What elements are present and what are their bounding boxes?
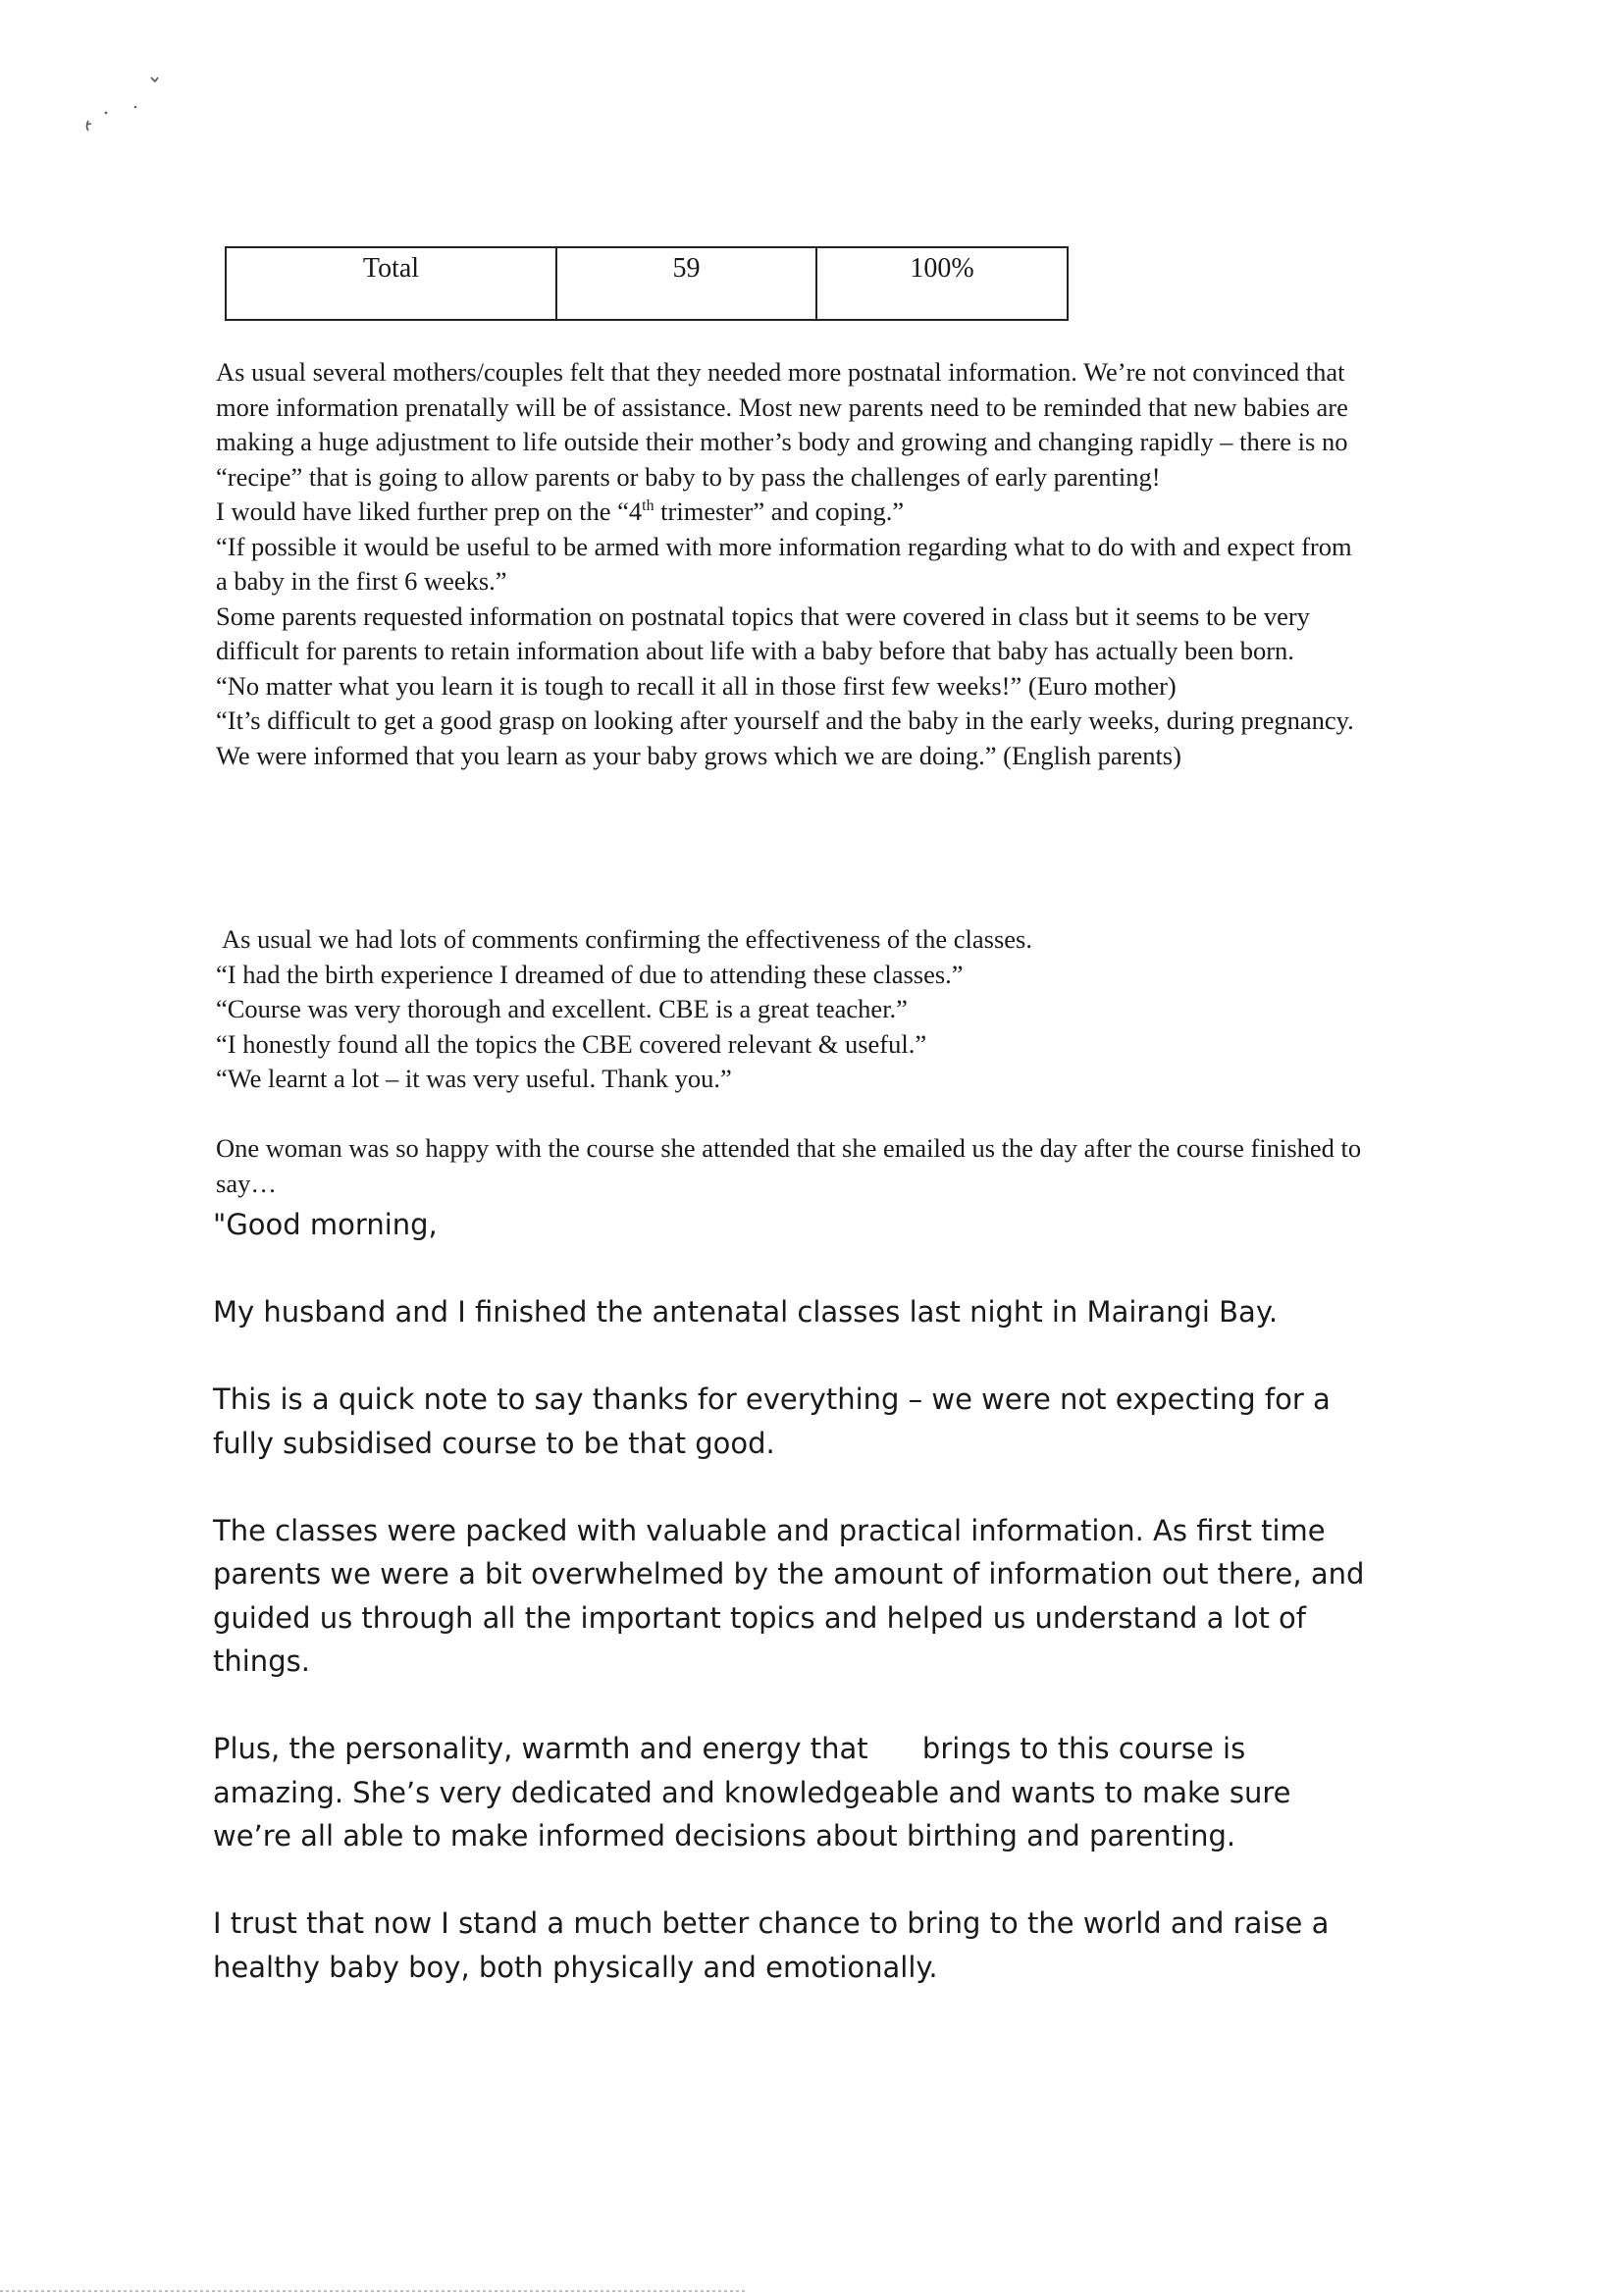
quote-item: “I honestly found all the topics the CBE covered relevant & useful.” bbox=[216, 1028, 927, 1059]
postnatal-section bbox=[216, 355, 1364, 773]
total-count-cell: 59 bbox=[556, 247, 816, 320]
email-paragraph: I trust that now I stand a much better chance to bring to the world and raise a healthy baby boy, both physically and emotionally. bbox=[213, 1906, 1330, 1984]
email-intro bbox=[216, 1131, 1364, 1201]
email-paragraph: My husband and I finished the antenatal classes last night in Mairangi Bay. bbox=[213, 1295, 1279, 1329]
scan-specks bbox=[59, 64, 167, 132]
quote-item: “We learnt a lot – it was very useful. Thank you.” bbox=[216, 1064, 732, 1093]
summary-table bbox=[225, 246, 1069, 321]
quote-euro-mother: “No matter what you learn it is tough to recall it all in those first few weeks!” (Euro mother) bbox=[216, 670, 1177, 701]
table-row bbox=[226, 247, 1068, 320]
effectiveness-intro: As usual we had lots of comments confirming the effectiveness of the classes. bbox=[222, 924, 1032, 954]
scan-edge-artifact bbox=[0, 2290, 746, 2292]
quote-4th-trimester: I would have liked further prep on the “4th trimester” and coping.” bbox=[216, 496, 905, 526]
quote-first-6-weeks: “If possible it would be useful to be armed with more information regarding what to do with and expect from a baby in the first 6 weeks.” bbox=[216, 531, 1352, 596]
postnatal-para: Some parents requested information on postnatal topics that were covered in class but it seems to be very difficult for parents to retain information about life with a baby before that baby has actually been born. bbox=[216, 600, 1310, 665]
email-paragraph: The classes were packed with valuable and practical information. As first time parents we were a bit overwhelmed by the amount of information out there, and guided us through all the important topics and helped us understand a lot of things. bbox=[213, 1513, 1419, 1678]
total-percent-cell: 100% bbox=[816, 247, 1068, 320]
total-label-cell: Total bbox=[226, 247, 556, 320]
quote-item: “I had the birth experience I dreamed of due to attending these classes.” bbox=[216, 959, 964, 989]
email-greeting: "Good morning, bbox=[213, 1208, 438, 1241]
email-body bbox=[213, 1203, 1419, 2033]
postnatal-intro: As usual several mothers/couples felt that they needed more postnatal information. We’re not convinced that more information prenatally will be of assistance. Most new parents need to be reminded that new babies are making a huge adjustment to life outside their mother’s body and growing and changing rapidly – there is no “recipe” that is going to allow parents or baby to by pass the challenges of early parenting! bbox=[216, 357, 1348, 492]
effectiveness-section bbox=[216, 922, 1370, 1097]
quote-english-parents: “It’s difficult to get a good grasp on looking after yourself and the baby in the early weeks, during pregnancy. We were informed that you learn as your baby grows which we are doing.” (English parents) bbox=[216, 705, 1354, 770]
quote-item: “Course was very thorough and excellent. CBE is a great teacher.” bbox=[216, 994, 908, 1023]
email-intro-text: One woman was so happy with the course she attended that she emailed us the day after the course finished to say… bbox=[216, 1133, 1362, 1198]
email-paragraph: This is a quick note to say thanks for everything – we were not expecting for a fully subsidised course to be that good. bbox=[213, 1383, 1339, 1460]
email-paragraph: Plus, the personality, warmth and energy that brings to this course is amazing. She’s very dedicated and knowledgeable and wants to make sure we’re all able to make informed decisions about birthing and parenting. bbox=[213, 1732, 1300, 1852]
